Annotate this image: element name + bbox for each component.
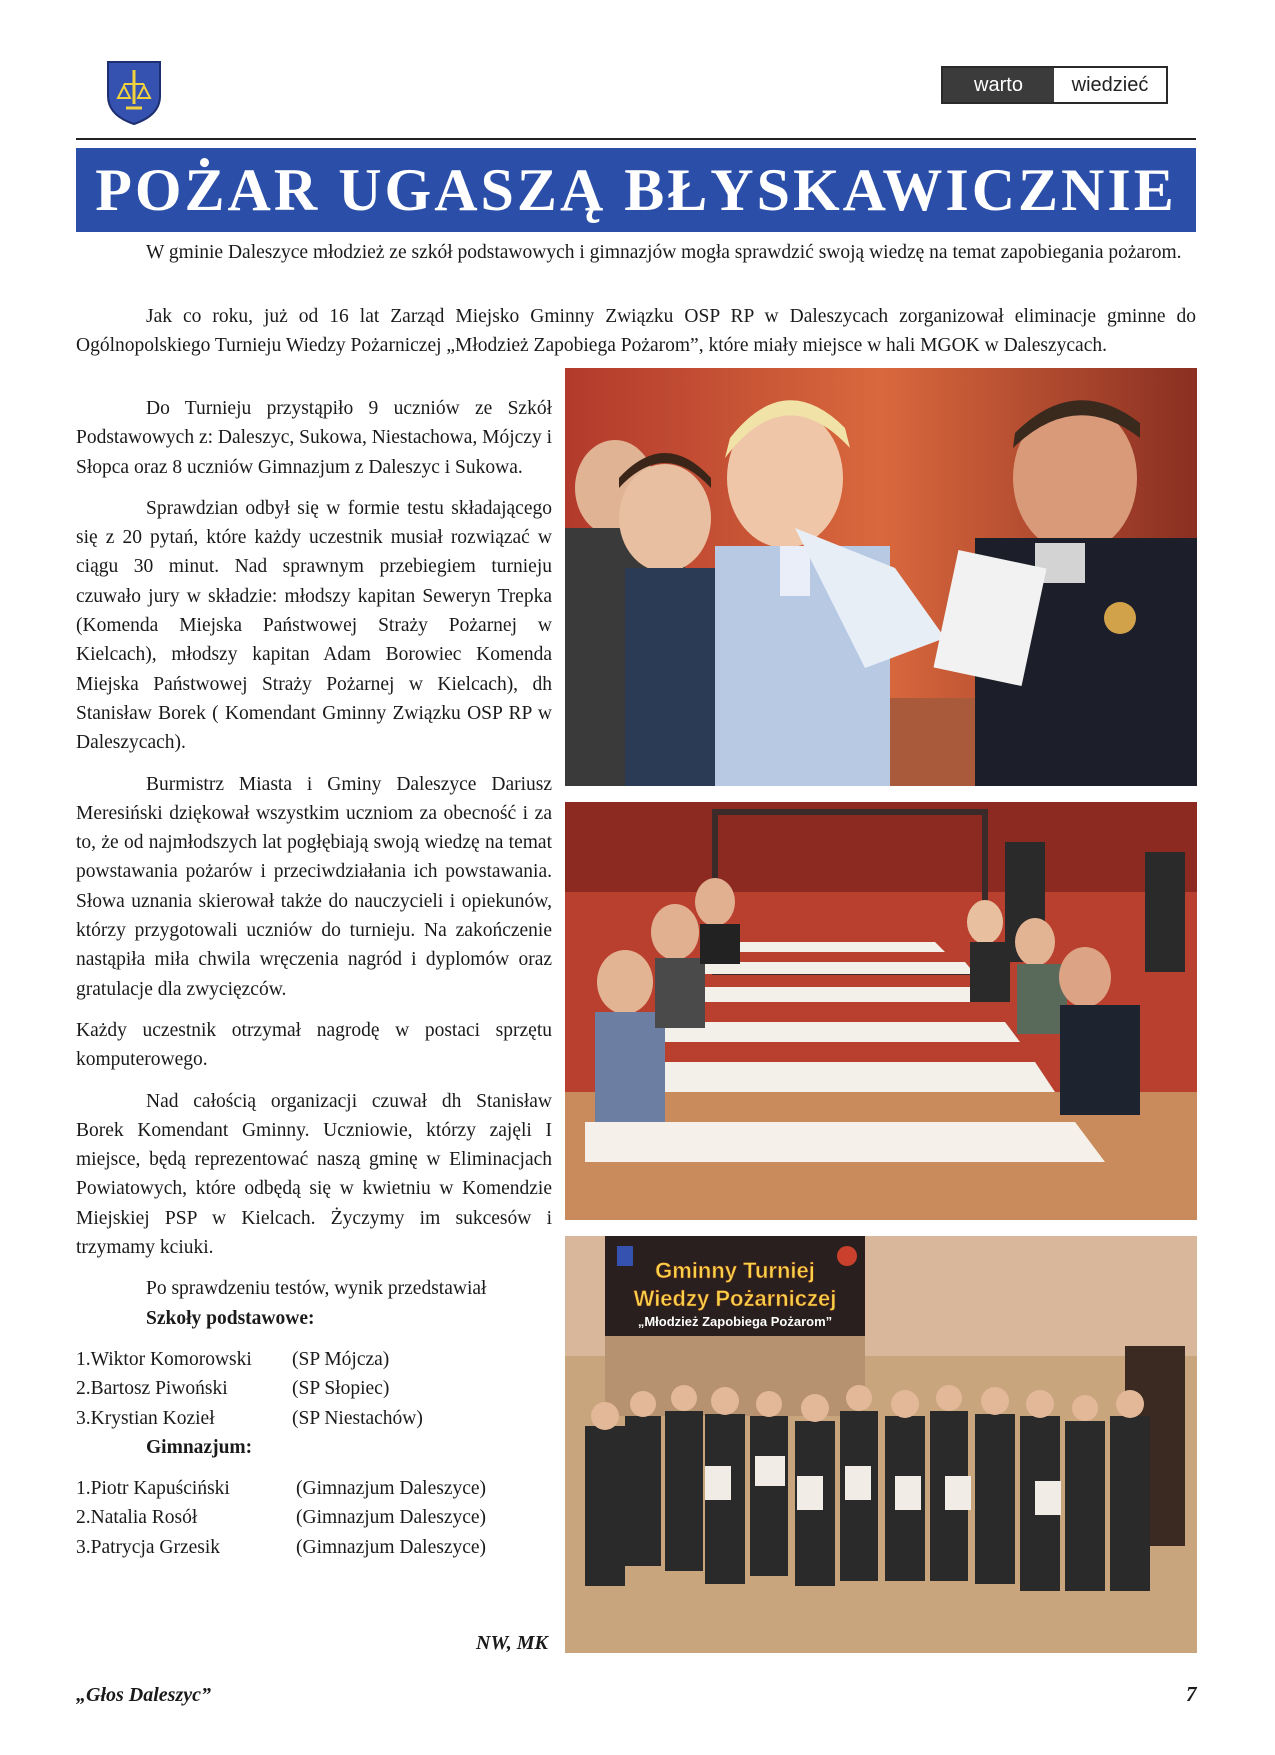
banner-line-2: Wiedzy Pożarniczej [633, 1286, 837, 1311]
intro-paragraph-1: W gminie Daleszyce młodzież ze szkół podstawowych i gimnazjów mogła sprawdzić swoją wiedzę na temat zapobiegania pożarom. [146, 242, 1182, 263]
author-signature: NW, MK [476, 1632, 548, 1654]
paragraph-organization: Nad całością organizacji czuwał dh Stanisław Borek Komendant Gminny. Uczniowie, którzy zajęli I miejsce, będą reprezentować naszą gminę w Eliminacjach Powiatowych, które odbędą się w kwietniu w Komendzie Miejskiej PSP w Kielcach. Życzymy im sukcesów i trzymamy kciuki. [76, 1090, 552, 1259]
list-item: 2.Bartosz Piwoński (SP Słopiec) [76, 1378, 390, 1400]
banner-line-3: „Młodzież Zapobiega Pożarom” [637, 1314, 833, 1329]
publication-name: „Głos Daleszyc” [76, 1684, 211, 1706]
intro-paragraph-2: Jak co roku, już od 16 lat Zarząd Miejsko Gminny Związku OSP RP w Daleszycach zorganizował eliminacje gminne do Ogólnopolskiego Turnieju Wiedzy Pożarniczej „Młodzież Zapobiega Pożarom”, które miały miejsce w hali MGOK w Daleszycach. [76, 306, 1196, 356]
photo-group-winners [565, 1236, 1197, 1653]
list-item: 3.Patrycja Grzesik (Gimnazjum Daleszyce) [76, 1536, 487, 1558]
gymnasium-results-list [76, 1474, 552, 1562]
section-tag [941, 66, 1168, 104]
photo-student-firefighter [565, 368, 1197, 786]
paragraph-prize: Każdy uczestnik otrzymał nagrodę w postaci sprzętu komputerowego. [76, 1019, 552, 1071]
list-item: 1.Piotr Kapuściński (Gimnazjum Daleszyce) [76, 1478, 487, 1500]
primary-schools-heading: Szkoły podstawowe: [146, 1307, 315, 1329]
list-item: 3.Krystian Kozieł (SP Niestachów) [76, 1407, 423, 1429]
gymnasium-heading: Gimnazjum: [146, 1436, 253, 1458]
list-item: 2.Natalia Rosół (Gimnazjum Daleszyce) [76, 1507, 487, 1529]
coat-of-arms-icon [106, 60, 162, 126]
article-column [76, 394, 552, 1562]
article-title: POŻAR UGASZĄ BŁYSKAWICZNIE [76, 148, 1196, 232]
primary-results-list [76, 1345, 552, 1433]
header-rule [76, 138, 1196, 140]
paragraph-test: Sprawdzian odbył się w formie testu składającego się z 20 pytań, które każdy uczestnik musiał rozwiązać w ciągu 30 minut. Nad sprawnym przebiegiem turnieju czuwało jury w składzie: młodszy kapitan Seweryn Trepka (Komenda Miejska Państwowej Straży Pożarnej w Kielcach), młodszy kapitan Adam Borowiec Komenda Miejska Państwowej Straży Pożarnej w Kielcach), dh Stanisław Borek ( Komendant Gminny Związku OSP RP w Daleszycach). [76, 497, 552, 754]
banner-line-1: Gminny Turniej [655, 1258, 815, 1283]
section-tag-right: wiedzieć [1054, 68, 1166, 102]
list-item: 1.Wiktor Komorowski (SP Mójcza) [76, 1348, 390, 1370]
page-number: 7 [1186, 1682, 1197, 1706]
paragraph-results-intro: Po sprawdzeniu testów, wynik przedstawiał [146, 1278, 487, 1300]
paragraph-participants: Do Turnieju przystąpiło 9 uczniów ze Szkół Podstawowych z: Daleszyc, Sukowa, Niestachowa, Mójczy i Słopca oraz 8 uczniów Gimnazjum z Daleszyc i Sukowa. [76, 398, 553, 478]
photo-exam-hall [565, 802, 1197, 1220]
section-tag-left: warto [943, 68, 1054, 102]
paragraph-mayor: Burmistrz Miasta i Gminy Daleszyce Dariusz Meresiński dziękował wszystkim uczniom za obecność i za to, że od najmłodszych lat pogłębiają swoją wiedzę na temat powstawania pożarów i przeciwdziałania ich powstawania. Słowa uznania skierował także do nauczycieli i opiekunów, którzy przygotowali uczniów do turnieju. Na zakończenie nastąpiła miła chwila wręczenia nagród i dyplomów oraz gratulacje dla zwycięzców. [76, 773, 552, 1000]
